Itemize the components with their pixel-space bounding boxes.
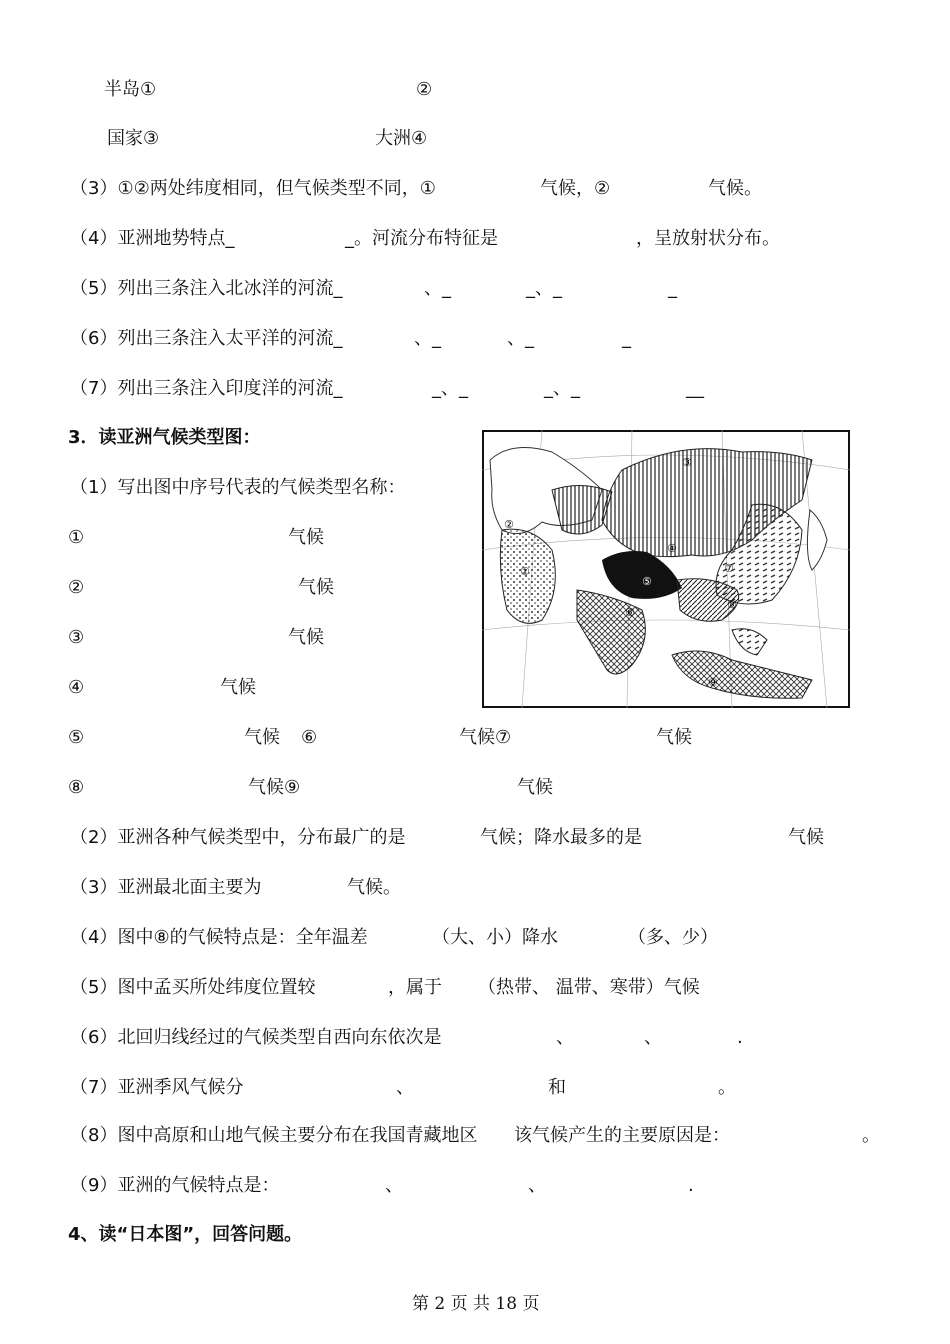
q3-item-2-num: ② xyxy=(68,577,85,598)
q3-item-6-climate: 气候⑦ xyxy=(459,727,512,748)
q3-item-5-climate: 气候 xyxy=(244,727,280,748)
q2-peninsula-2: ② xyxy=(416,79,433,100)
map-label-9: ⑨ xyxy=(708,676,718,689)
q3-sub6-d: . xyxy=(737,1027,743,1048)
q3-sub9-c: 、 xyxy=(528,1175,546,1196)
map-label-6: ⑥ xyxy=(625,606,635,619)
q3-item-3-climate: 气候 xyxy=(288,627,324,648)
q2-sub4-a: （4）亚洲地势特点_ xyxy=(70,228,235,249)
q3-sub3-a: （3）亚洲最北面主要为 xyxy=(70,877,262,898)
q3-item-7-climate: 气候 xyxy=(656,727,692,748)
q3-item-4-climate: 气候 xyxy=(220,677,256,698)
q3-sub6-b: 、 xyxy=(556,1027,574,1048)
map-label-2: ② xyxy=(504,518,514,531)
q3-sub8-b: 该气候产生的主要原因是： xyxy=(514,1125,730,1146)
q3-item-5-num: ⑤ xyxy=(68,727,85,748)
asia-climate-map xyxy=(482,430,850,708)
q3-title: 3．读亚洲气候类型图： xyxy=(68,427,261,448)
q3-item-3-num: ③ xyxy=(68,627,85,648)
q2-sub7-d: __ xyxy=(686,378,704,399)
q2-sub4-b: _。河流分布特征是 xyxy=(345,228,498,249)
map-label-5: ⑤ xyxy=(642,575,652,588)
q2-sub7-c: _、_ xyxy=(544,378,580,399)
q2-sub5-d: _ xyxy=(668,278,677,299)
q2-sub3-a: （3）①②两处纬度相同，但气候类型不同，① xyxy=(70,178,436,199)
map-label-3: ③ xyxy=(682,456,692,469)
q2-sub7-b: _、_ xyxy=(432,378,468,399)
q3-sub4-c: （多、少） xyxy=(628,927,718,948)
q2-sub6-d: _ xyxy=(622,328,631,349)
map-label-4: ④ xyxy=(667,542,677,555)
q3-item-1-climate: 气候 xyxy=(288,527,324,548)
q3-sub4-b: （大、小）降水 xyxy=(432,927,558,948)
q3-item-2-climate: 气候 xyxy=(298,577,334,598)
q2-sub6-a: （6）列出三条注入太平洋的河流_ xyxy=(70,328,343,349)
q3-sub1: （1）写出图中序号代表的气候类型名称： xyxy=(70,477,406,498)
q3-sub7-b: 、 xyxy=(396,1077,414,1098)
q3-sub6-a: （6）北回归线经过的气候类型自西向东依次是 xyxy=(70,1027,442,1048)
q2-sub7-a: （7）列出三条注入印度洋的河流_ xyxy=(70,378,343,399)
q2-continent-label: 大洲④ xyxy=(375,128,428,149)
q3-sub8-c: 。 xyxy=(862,1125,880,1146)
q3-sub7-c: 和 xyxy=(548,1077,566,1098)
q3-item-1-num: ① xyxy=(68,527,85,548)
q3-sub7-a: （7）亚洲季风气候分 xyxy=(70,1077,244,1098)
q2-peninsula-label: 半岛① xyxy=(104,79,157,100)
q3-sub5-a: （5）图中孟买所处纬度位置较 xyxy=(70,977,316,998)
q3-sub2-b: 气候；降水最多的是 xyxy=(480,827,642,848)
q3-sub9-b: 、 xyxy=(385,1175,403,1196)
q3-sub2-a: （2）亚洲各种气候类型中，分布最广的是 xyxy=(70,827,406,848)
q3-item-8-num: ⑧ xyxy=(68,777,85,798)
q2-country-label: 国家③ xyxy=(107,128,160,149)
q3-sub5-c: （热带、 温带、寒带）气候 xyxy=(478,977,700,998)
q2-sub5-c: _、_ xyxy=(526,278,562,299)
q3-sub3-b: 气候。 xyxy=(347,877,401,898)
q3-sub9-a: （9）亚洲的气候特点是： xyxy=(70,1175,280,1196)
page-footer: 第 2 页 共 18 页 xyxy=(412,1294,540,1314)
q3-sub4-a: （4）图中⑧的气候特点是：全年温差 xyxy=(70,927,368,948)
map-label-8: ⑧ xyxy=(727,598,737,611)
q3-sub7-d: 。 xyxy=(718,1077,736,1098)
q3-item-8-climate: 气候⑨ xyxy=(248,777,301,798)
q3-sub5-b: ，属于 xyxy=(388,977,442,998)
q3-sub2-c: 气候 xyxy=(788,827,824,848)
q2-sub4-c: ，呈放射状分布。 xyxy=(636,228,780,249)
q2-sub3-b: 气候，② xyxy=(540,178,611,199)
q3-sub6-c: 、 xyxy=(644,1027,662,1048)
map-label-1: ① xyxy=(520,565,530,578)
q2-sub5-a: （5）列出三条注入北冰洋的河流_ xyxy=(70,278,343,299)
q3-item-9-climate: 气候 xyxy=(517,777,553,798)
q3-item-4-num: ④ xyxy=(68,677,85,698)
q2-sub6-c: 、_ xyxy=(507,328,534,349)
q2-sub3-c: 气候。 xyxy=(708,178,762,199)
q3-sub9-d: . xyxy=(688,1175,694,1196)
map-label-7: ⑦ xyxy=(724,562,734,575)
q3-item-6-num: ⑥ xyxy=(301,727,318,748)
q4-title: 4、读“日本图”，回答问题。 xyxy=(68,1224,303,1245)
q2-sub6-b: 、_ xyxy=(414,328,441,349)
q3-sub8-a: （8）图中高原和山地气候主要分布在我国青藏地区 xyxy=(70,1125,478,1146)
q2-sub5-b: 、_ xyxy=(424,278,451,299)
